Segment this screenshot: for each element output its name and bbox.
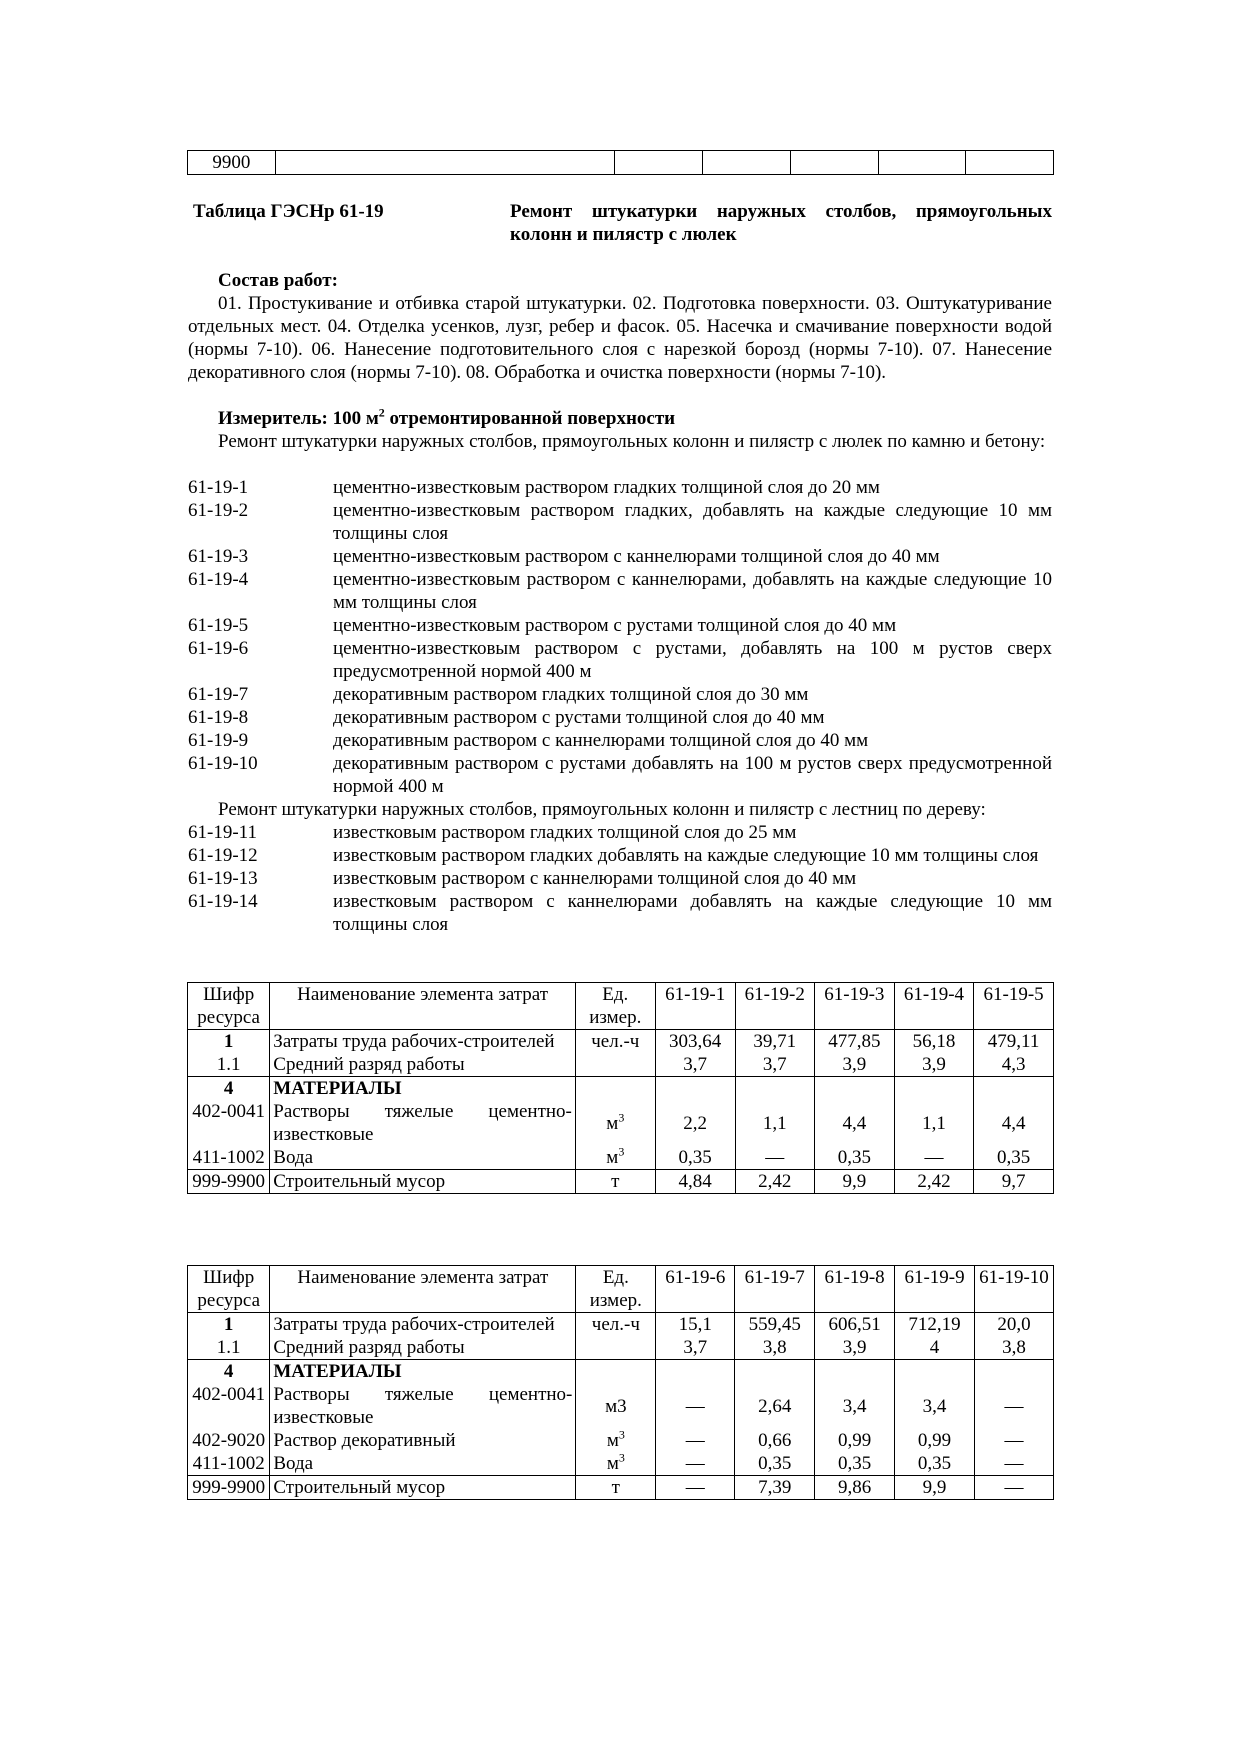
norm-row bbox=[188, 890, 1052, 936]
value-cell: 2,42 bbox=[735, 1170, 814, 1194]
norm-code: 61-19-10 bbox=[188, 753, 258, 774]
resource-code: 1 bbox=[188, 1313, 270, 1337]
norm-row bbox=[188, 821, 1052, 844]
norm-description: декоративным раствором гладких толщиной слоя до 30 мм bbox=[333, 684, 809, 705]
value-cell: 2,42 bbox=[894, 1170, 973, 1194]
norm-description: известковым раствором с каннелюрами толщиной слоя до 40 мм bbox=[333, 868, 857, 889]
unit-cell bbox=[576, 1360, 656, 1384]
norm-code: 61-19-1 bbox=[188, 477, 249, 498]
column-header: 61-19-4 bbox=[894, 983, 973, 1030]
value-cell bbox=[974, 1077, 1054, 1101]
column-header: 61-19-9 bbox=[895, 1266, 975, 1313]
unit-cell bbox=[575, 1053, 655, 1077]
unit-cell bbox=[575, 1100, 655, 1146]
resource-name: Строительный мусор bbox=[270, 1476, 576, 1500]
value-cell: — bbox=[974, 1383, 1053, 1429]
value-cell: — bbox=[974, 1429, 1053, 1452]
norm-row bbox=[188, 752, 1052, 798]
norm-row bbox=[188, 499, 1052, 545]
value-cell: 3,9 bbox=[894, 1053, 973, 1077]
value-cell: 4,3 bbox=[974, 1053, 1054, 1077]
measure-unit: Измеритель: 100 $м^2$ отремонтированной поверхности bbox=[218, 405, 676, 429]
value-cell: — bbox=[974, 1476, 1053, 1500]
unit-text: м bbox=[606, 1147, 619, 1168]
value-cell bbox=[895, 1360, 975, 1384]
value-cell: 1,1 bbox=[894, 1100, 973, 1146]
value-cell: 0,35 bbox=[655, 1146, 735, 1170]
unit-text: м bbox=[606, 1112, 619, 1134]
value-cell bbox=[974, 1360, 1053, 1384]
top-table-fragment bbox=[187, 150, 1054, 175]
value-cell: 0,35 bbox=[895, 1452, 975, 1476]
unit-cell bbox=[576, 1476, 656, 1500]
resource-code: 411-1002 bbox=[188, 1452, 270, 1476]
resource-name: Растворы тяжелые цементно-известковые bbox=[270, 1100, 576, 1146]
norm-code: 61-19-3 bbox=[188, 546, 249, 567]
value-cell: 4,4 bbox=[814, 1100, 894, 1146]
norm-code: 61-19-4 bbox=[188, 569, 249, 590]
value-cell: 3,7 bbox=[655, 1053, 735, 1077]
value-cell: 0,99 bbox=[815, 1429, 895, 1452]
value-cell: 56,18 bbox=[894, 1030, 973, 1054]
table-header-row bbox=[188, 983, 1054, 1030]
norm-description: декоративным раствором с рустами толщиной слоя до 40 мм bbox=[333, 707, 825, 728]
unit-cell bbox=[576, 1383, 656, 1429]
table-row bbox=[188, 1053, 1054, 1077]
value-cell: — bbox=[656, 1383, 735, 1429]
unit-superscript: 3 bbox=[618, 1450, 625, 1465]
column-header: 61-19-1 bbox=[655, 983, 735, 1030]
unit-cell bbox=[576, 1313, 656, 1337]
table-row bbox=[188, 1030, 1054, 1054]
value-cell: 606,51 bbox=[815, 1313, 895, 1337]
norm-code: 61-19-12 bbox=[188, 845, 258, 866]
norm-description: декоративным раствором с рустами добавлять на 100 м рустов сверх предусмотренной нормой 400 м bbox=[333, 753, 1052, 797]
column-header: Наименование элемента затрат bbox=[270, 983, 576, 1030]
norm-code: 61-19-9 bbox=[188, 730, 249, 751]
resource-table-1 bbox=[187, 982, 1054, 1194]
value-cell: 0,35 bbox=[735, 1452, 815, 1476]
value-cell: 0,35 bbox=[814, 1146, 894, 1170]
norm-description: известковым раствором гладких добавлять на каждые следующие 10 мм толщины слоя bbox=[333, 845, 1039, 866]
column-header: 61-19-2 bbox=[735, 983, 814, 1030]
value-cell: 15,1 bbox=[656, 1313, 735, 1337]
value-cell bbox=[656, 1360, 735, 1384]
norm-description: цементно-известковым раствором гладких толщиной слоя до 20 мм bbox=[333, 477, 880, 498]
resource-code: 1 bbox=[188, 1030, 270, 1054]
resource-code: 402-0041 bbox=[188, 1100, 270, 1146]
value-cell: 559,45 bbox=[735, 1313, 815, 1337]
value-cell: — bbox=[735, 1146, 814, 1170]
norm-code: 61-19-8 bbox=[188, 707, 249, 728]
table-row bbox=[188, 1429, 1054, 1452]
unit-text: м3 bbox=[605, 1395, 627, 1417]
column-header: 61-19-5 bbox=[974, 983, 1054, 1030]
unit-cell bbox=[575, 1146, 655, 1170]
composition-heading: Состав работ: bbox=[218, 270, 338, 291]
norm-code: 61-19-7 bbox=[188, 684, 249, 705]
value-cell: 477,85 bbox=[814, 1030, 894, 1054]
unit-text: м bbox=[606, 1430, 619, 1451]
column-header: 61-19-3 bbox=[814, 983, 894, 1030]
resource-code: 999-9900 bbox=[188, 1476, 270, 1500]
value-cell bbox=[735, 1360, 815, 1384]
value-cell: 3,7 bbox=[656, 1336, 735, 1360]
resource-name: Средний разряд работы bbox=[270, 1053, 576, 1077]
unit-text: чел.-ч bbox=[591, 1314, 640, 1335]
value-cell: 9,9 bbox=[895, 1476, 975, 1500]
value-cell: 1,1 bbox=[735, 1100, 814, 1146]
value-cell: 0,99 bbox=[895, 1429, 975, 1452]
norm-code: 61-19-2 bbox=[188, 500, 249, 521]
value-cell: 7,39 bbox=[735, 1476, 815, 1500]
value-cell bbox=[735, 1077, 814, 1101]
value-cell bbox=[894, 1077, 973, 1101]
intro-wood: Ремонт штукатурки наружных столбов, прямоугольных колонн и пилястр с лестниц по дереву: bbox=[218, 799, 986, 820]
intro-stone-concrete: Ремонт штукатурки наружных столбов, прямоугольных колонн и пилястр с люлек по камню и бетону: bbox=[218, 431, 1046, 452]
resource-code: 402-0041 bbox=[188, 1383, 270, 1429]
table-row bbox=[188, 1452, 1054, 1476]
value-cell: 3,8 bbox=[735, 1336, 815, 1360]
resource-name: Вода bbox=[270, 1452, 576, 1476]
value-cell: 9,86 bbox=[815, 1476, 895, 1500]
resource-code: 411-1002 bbox=[188, 1146, 270, 1170]
table-row bbox=[188, 1313, 1054, 1337]
norm-row bbox=[188, 614, 1052, 637]
norm-description: известковым раствором гладких толщиной слоя до 25 мм bbox=[333, 822, 797, 843]
value-cell: 0,35 bbox=[815, 1452, 895, 1476]
norm-row bbox=[188, 706, 1052, 729]
norm-description: цементно-известковым раствором с каннелюрами, добавлять на каждые следующие 10 мм толщины слоя bbox=[333, 569, 1052, 613]
value-cell: 3,4 bbox=[895, 1383, 975, 1429]
table-header-row bbox=[188, 1266, 1054, 1313]
value-cell: 3,4 bbox=[815, 1383, 895, 1429]
unit-superscript: 3 bbox=[618, 1427, 625, 1442]
resource-name: МАТЕРИАЛЫ bbox=[270, 1360, 576, 1384]
norm-description: цементно-известковым раствором с рустами, добавлять на 100 м рустов сверх предусмотренной нормой 400 м bbox=[333, 638, 1052, 682]
column-header: 61-19-6 bbox=[656, 1266, 735, 1313]
norm-row bbox=[188, 729, 1052, 752]
norm-row bbox=[188, 844, 1052, 867]
unit-cell bbox=[575, 1170, 655, 1194]
resource-name: Строительный мусор bbox=[270, 1170, 576, 1194]
norm-description: декоративным раствором с каннелюрами толщиной слоя до 40 мм bbox=[333, 730, 869, 751]
table-id: Таблица ГЭСНр 61-19 bbox=[193, 201, 384, 222]
value-cell: 2,64 bbox=[735, 1383, 815, 1429]
table-row bbox=[188, 1360, 1054, 1384]
table-row bbox=[188, 1146, 1054, 1170]
composition-text: 01. Простукивание и отбивка старой штукатурки. 02. Подготовка поверхности. 03. Оштукатуривание отдельных мест. 04. Отделка усенков, лузг, ребер и фасок. 05. Насечка и смачивание поверхности водой (нормы 7-10). 06. Нанесение подготовительного слоя с нарезкой борозд (нормы 7-10). 07. Нанесение декоративного слоя (нормы 7-10). 08. Обработка и очистка поверхности (нормы 7-10). bbox=[188, 293, 1052, 383]
norm-code: 61-19-6 bbox=[188, 638, 249, 659]
norm-row bbox=[188, 867, 1052, 890]
value-cell: 0,35 bbox=[974, 1146, 1054, 1170]
table-row bbox=[188, 1077, 1054, 1101]
value-cell bbox=[814, 1077, 894, 1101]
norm-code: 61-19-11 bbox=[188, 822, 257, 843]
value-cell: — bbox=[656, 1476, 735, 1500]
value-cell: 3,7 bbox=[735, 1053, 814, 1077]
table-row bbox=[188, 1383, 1054, 1429]
value-cell: 3,9 bbox=[815, 1336, 895, 1360]
norm-list-1 bbox=[188, 476, 1052, 798]
value-cell: — bbox=[894, 1146, 973, 1170]
unit-text: чел.-ч bbox=[591, 1031, 640, 1052]
value-cell: 303,64 bbox=[655, 1030, 735, 1054]
column-header: Ед. измер. bbox=[576, 1266, 656, 1313]
column-header: Шифр ресурса bbox=[188, 983, 270, 1030]
value-cell: 712,19 bbox=[895, 1313, 975, 1337]
value-cell bbox=[655, 1077, 735, 1101]
unit-text: м bbox=[606, 1453, 619, 1474]
resource-name: Вода bbox=[270, 1146, 576, 1170]
norm-code: 61-19-14 bbox=[188, 891, 258, 912]
unit-superscript: 3 bbox=[618, 1144, 625, 1159]
unit-superscript: 3 bbox=[618, 1110, 625, 1125]
resource-code: 1.1 bbox=[188, 1053, 270, 1077]
value-cell: 4 bbox=[895, 1336, 975, 1360]
norm-description: известковым раствором с каннелюрами добавлять на каждые следующие 10 мм толщины слоя bbox=[333, 891, 1052, 935]
unit-cell bbox=[575, 1030, 655, 1054]
value-cell: 20,0 bbox=[974, 1313, 1053, 1337]
resource-name: Растворы тяжелые цементно-известковые bbox=[270, 1383, 576, 1429]
norm-row bbox=[188, 637, 1052, 683]
value-cell: 4,84 bbox=[655, 1170, 735, 1194]
norm-row bbox=[188, 545, 1052, 568]
value-cell: 9,7 bbox=[974, 1170, 1054, 1194]
resource-name: Средний разряд работы bbox=[270, 1336, 576, 1360]
unit-cell bbox=[576, 1429, 656, 1452]
value-cell: 0,66 bbox=[735, 1429, 815, 1452]
table-row bbox=[188, 1100, 1054, 1146]
value-cell: 9,9 bbox=[814, 1170, 894, 1194]
value-cell: 4,4 bbox=[974, 1100, 1054, 1146]
value-cell: — bbox=[974, 1452, 1053, 1476]
unit-cell bbox=[576, 1336, 656, 1360]
norm-description: цементно-известковым раствором с каннелюрами толщиной слоя до 40 мм bbox=[333, 546, 940, 567]
column-header: 61-19-8 bbox=[815, 1266, 895, 1313]
resource-table-2 bbox=[187, 1265, 1054, 1500]
column-header: 61-19-7 bbox=[735, 1266, 815, 1313]
resource-code: 402-9020 bbox=[188, 1429, 270, 1452]
resource-code: 4 bbox=[188, 1360, 270, 1384]
table-row bbox=[188, 1170, 1054, 1194]
unit-cell bbox=[575, 1077, 655, 1101]
top-table-cell: 9900 bbox=[188, 151, 276, 175]
value-cell: 479,11 bbox=[974, 1030, 1054, 1054]
value-cell bbox=[815, 1360, 895, 1384]
column-header: 61-19-10 bbox=[974, 1266, 1053, 1313]
resource-code: 999-9900 bbox=[188, 1170, 270, 1194]
value-cell: 3,9 bbox=[814, 1053, 894, 1077]
column-header: Ед. измер. bbox=[575, 983, 655, 1030]
norm-description: цементно-известковым раствором с рустами толщиной слоя до 40 мм bbox=[333, 615, 897, 636]
norm-code: 61-19-5 bbox=[188, 615, 249, 636]
norm-list-2 bbox=[188, 821, 1052, 936]
table-title: Ремонт штукатурки наружных столбов, прямоугольных колонн и пилястр с люлек bbox=[510, 201, 1052, 245]
resource-name: МАТЕРИАЛЫ bbox=[270, 1077, 576, 1101]
unit-cell bbox=[576, 1452, 656, 1476]
resource-name: Раствор декоративный bbox=[270, 1429, 576, 1452]
resource-name: Затраты труда рабочих-строителей bbox=[270, 1030, 576, 1054]
resource-code: 1.1 bbox=[188, 1336, 270, 1360]
norm-row bbox=[188, 683, 1052, 706]
column-header: Шифр ресурса bbox=[188, 1266, 270, 1313]
norm-row bbox=[188, 476, 1052, 499]
norm-code: 61-19-13 bbox=[188, 868, 258, 889]
table-row bbox=[188, 1476, 1054, 1500]
resource-name: Затраты труда рабочих-строителей bbox=[270, 1313, 576, 1337]
norm-row bbox=[188, 568, 1052, 614]
value-cell: 2,2 bbox=[655, 1100, 735, 1146]
table-row bbox=[188, 1336, 1054, 1360]
value-cell: 39,71 bbox=[735, 1030, 814, 1054]
value-cell: 3,8 bbox=[974, 1336, 1053, 1360]
unit-text: т bbox=[611, 1171, 620, 1192]
column-header: Наименование элемента затрат bbox=[270, 1266, 576, 1313]
unit-text: т bbox=[611, 1477, 620, 1498]
value-cell: — bbox=[656, 1429, 735, 1452]
norm-description: цементно-известковым раствором гладких, добавлять на каждые следующие 10 мм толщины слоя bbox=[333, 500, 1052, 544]
resource-code: 4 bbox=[188, 1077, 270, 1101]
value-cell: — bbox=[656, 1452, 735, 1476]
